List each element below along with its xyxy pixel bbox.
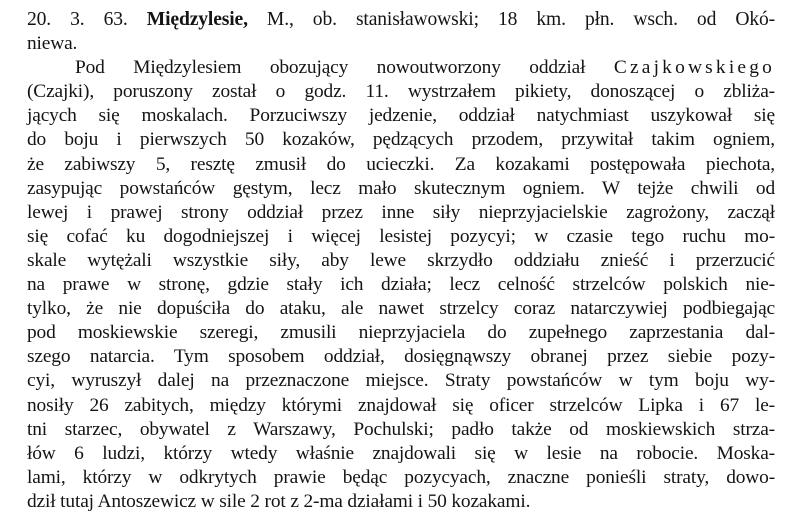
paragraph-line: lewej i prawej strony oddział przez inne siły nieprzyjacielskie zagrożony, zaczął — [27, 201, 775, 223]
paragraph-line: nosiły 26 zabitych, między którymi znajdował się oficer strzelców Lipka i 67 le- — [27, 394, 775, 416]
entry-place: Międzylesie, — [146, 9, 248, 30]
entry-date: 20. 3. 63. — [27, 9, 128, 30]
entry-heading-line — [27, 8, 775, 32]
paragraph-line: cyi, wyruszył dalej na przeznaczone miejsce. Straty powstańców w tym boju wy- — [27, 370, 775, 392]
paragraph-line: tni starzec, obywatel z Warszawy, Pochulski; padło także od moskiewskich strza- — [27, 418, 775, 440]
entry-location-details: M., ob. stanisławowski; 18 km. płn. wsch. od Okó- — [247, 9, 775, 30]
paragraph-line — [27, 56, 775, 80]
paragraph-line: skale wytężali wszystkie siły, aby lewe skrzydło oddziału znieść i przerzucić — [27, 249, 775, 271]
paragraph-line: do boju i pierwszych 50 kozaków, pędzących przodem, przywitał takim ogniem, — [27, 129, 775, 151]
paragraph-line: tylko, że nie dopuściła do ataku, ale nawet strzelcy coraz natarczywiej podbiegając — [27, 298, 775, 320]
paragraph-line: dził tutaj Antoszewicz w sile 2 rot z 2-ma działami i 50 kozakami. — [27, 490, 531, 512]
paragraph-line: pod moskiewskie szeregi, zmusili nieprzyjaciela do zupełnego zaprzestania dal- — [27, 322, 775, 344]
entry-heading-line: niewa. — [27, 33, 78, 55]
paragraph-line: zasypując powstańców gęstym, lecz mało skutecznym ogniem. W tejże chwili od — [27, 177, 775, 199]
paragraph-line: szego natarcia. Tym sposobem oddział, dosięgnąwszy obranej przez siebie pozy- — [27, 346, 775, 368]
paragraph-line: że zabiwszy 5, resztę zmusił do ucieczki. Za kozakami postępowała piechota, — [27, 153, 775, 175]
paragraph-line: (Czajki), poruszony został o godz. 11. wystrzałem pikiety, donoszącej o zbliża- — [27, 81, 775, 103]
paragraph-line: się cofać ku dogodniejszej i więcej lesistej pozycyi; w czasie tego ruchu mo- — [27, 225, 775, 247]
commander-name: Czajkowskiego — [613, 57, 775, 79]
paragraph-line: jących się moskalach. Porzuciwszy jedzenie, oddział natychmiast uszykował się — [27, 105, 775, 127]
paragraph-line: na prawe w stronę, gdzie stały ich działa; lecz celność strzelców polskich nie- — [27, 274, 775, 296]
chronicle-entry — [27, 8, 775, 514]
paragraph-line: lami, którzy w odkrytych prawie będąc pozycyach, znaczne ponieśli straty, dowo- — [27, 466, 775, 488]
paragraph-text: Pod Międzylesiem obozujący nowoutworzony oddział — [75, 57, 614, 79]
paragraph-line: łów 6 ludzi, którzy wtedy właśnie znajdowali się w lesie na robocie. Moska- — [27, 442, 775, 464]
